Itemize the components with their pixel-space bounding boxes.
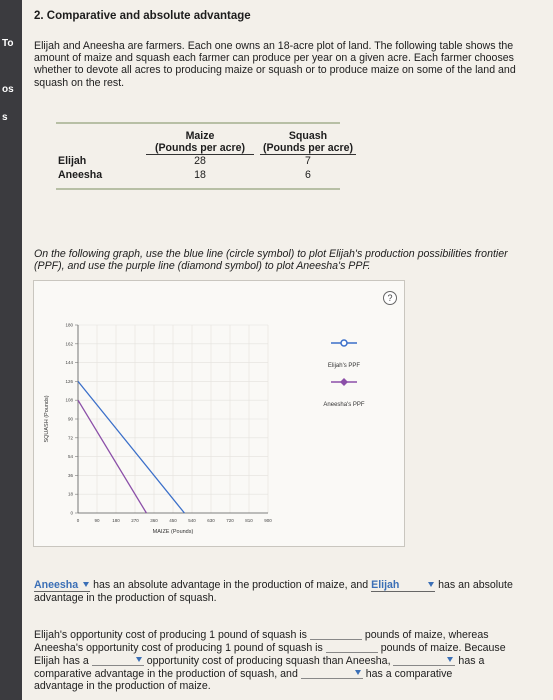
x-tick-label: 0 — [76, 518, 80, 523]
y-tick-label: 144 — [65, 360, 73, 366]
answer-text: comparative advantage in the production of squash, and — [34, 668, 298, 680]
squash-absolute-advantage-select[interactable] — [371, 579, 435, 592]
dropdown-arrow-icon — [83, 582, 89, 587]
left-sidebar — [0, 0, 22, 700]
production-table — [56, 122, 354, 190]
elijah-ppf-line — [78, 381, 184, 513]
answer-text: Elijah has a — [34, 655, 89, 667]
answer-line — [34, 667, 539, 680]
cell-elijah-maize: 28 — [194, 155, 206, 167]
answer-text: Elijah's opportunity cost of producing 1 pound of squash is — [34, 629, 307, 641]
question-title: 2. Comparative and absolute advantage — [34, 10, 251, 22]
answer-line: advantage in the production of maize. — [34, 680, 211, 692]
answer-text: has a — [458, 655, 485, 667]
cell-aneesha-maize: 18 — [194, 169, 206, 181]
legend-aneesha-diamond-icon[interactable] — [340, 378, 348, 386]
elijah-opportunity-cost-input[interactable] — [310, 628, 362, 640]
row-name-elijah: Elijah — [58, 155, 87, 167]
row-name-aneesha: Aneesha — [58, 169, 103, 181]
cell-elijah-squash: 7 — [305, 155, 311, 167]
x-tick-label: 810 — [245, 518, 253, 523]
select-value: Elijah — [371, 579, 400, 591]
chart-grid — [78, 325, 268, 513]
col-squash-unit: (Pounds per acre) — [262, 142, 354, 154]
answer-line — [34, 641, 539, 654]
select-value: Aneesha — [34, 579, 79, 591]
y-tick-label: 126 — [65, 378, 73, 384]
dropdown-arrow-icon — [136, 657, 142, 662]
sidebar-label-1: To — [2, 38, 14, 49]
y-tick-label: 18 — [67, 491, 73, 497]
answer-text: Aneesha's opportunity cost of producing 1 pound of squash is — [34, 642, 323, 654]
x-tick-label: 450 — [169, 518, 177, 523]
sidebar-label-2: os — [2, 84, 14, 95]
answer-text: has a comparative — [365, 668, 453, 680]
help-icon[interactable]: ? — [383, 291, 397, 305]
y-tick-label: 90 — [67, 416, 73, 422]
table-bottom-rule — [56, 188, 340, 190]
dropdown-arrow-icon — [428, 582, 434, 587]
cell-aneesha-squash: 6 — [305, 169, 311, 181]
aneesha-opportunity-cost-input[interactable] — [326, 641, 378, 653]
x-tick-label: 360 — [150, 518, 158, 523]
col-maize-unit: (Pounds per acre) — [154, 142, 246, 154]
answer-line — [34, 628, 539, 641]
question-content — [22, 0, 553, 700]
y-tick-label: 0 — [70, 510, 73, 516]
x-tick-label: 900 — [264, 518, 272, 523]
y-tick-label: 180 — [65, 322, 73, 328]
legend-elijah-label: Elijah's PPF — [327, 363, 361, 369]
y-tick-label: 162 — [65, 341, 73, 347]
legend-elijah-circle-icon[interactable] — [341, 340, 347, 346]
y-tick-label: 54 — [67, 454, 73, 460]
maize-absolute-advantage-select[interactable] — [34, 579, 90, 592]
chart-legend — [323, 340, 365, 408]
x-tick-label: 180 — [112, 518, 120, 523]
answer-text: pounds of maize. Because — [380, 642, 506, 654]
y-axis-label: SQUASH (Pounds) — [44, 395, 50, 443]
answer-text: has an absolute advantage in the production of squash. — [34, 579, 513, 604]
answer-text: has an absolute advantage in the production of maize, and — [93, 579, 369, 591]
chart-series — [78, 381, 184, 513]
x-tick-label: 270 — [131, 518, 139, 523]
ppf-chart[interactable] — [34, 281, 404, 546]
ppf-graph-panel[interactable] — [33, 280, 405, 547]
x-tick-label: 630 — [207, 518, 215, 523]
dropdown-arrow-icon — [447, 657, 453, 662]
answer-line — [34, 654, 539, 667]
col-maize-header: Maize — [185, 130, 215, 142]
maize-comparative-select[interactable] — [301, 667, 363, 679]
opportunity-cost-answer — [34, 628, 539, 692]
answer-text: opportunity cost of producing squash than Aneesha, — [146, 655, 391, 667]
y-tick-label: 108 — [65, 397, 73, 403]
x-axis-label: MAIZE (Pounds) — [152, 529, 194, 535]
legend-aneesha-label: Aneesha's PPF — [323, 402, 365, 408]
dropdown-arrow-icon — [355, 670, 361, 675]
squash-comparative-select[interactable] — [393, 654, 455, 666]
table-top-rule — [56, 122, 340, 124]
higher-lower-select[interactable] — [92, 654, 144, 666]
sidebar-label-3: s — [2, 112, 8, 123]
x-tick-label: 540 — [188, 518, 196, 523]
graph-instruction: On the following graph, use the blue line (circle symbol) to plot Elijah's production possibilities frontier (PPF), and use the purple line (diamond symbol) to plot Aneesha's PPF. — [34, 248, 508, 272]
x-tick-label: 720 — [226, 518, 234, 523]
col-squash-header: Squash — [288, 130, 328, 142]
x-tick-label: 90 — [94, 518, 100, 523]
answer-text: pounds of maize, whereas — [364, 629, 489, 641]
y-tick-label: 36 — [67, 472, 73, 478]
absolute-advantage-answer — [34, 579, 539, 604]
y-tick-label: 72 — [67, 435, 73, 441]
question-intro: Elijah and Aneesha are farmers. Each one owns an 18-acre plot of land. The following table shows the amount of maize and squash each farmer can produce per year on a given acre. Each farmer chooses whether to devote all acres to producing maize or squash or to produce maize on some of the land and squash on the rest. — [34, 40, 516, 89]
